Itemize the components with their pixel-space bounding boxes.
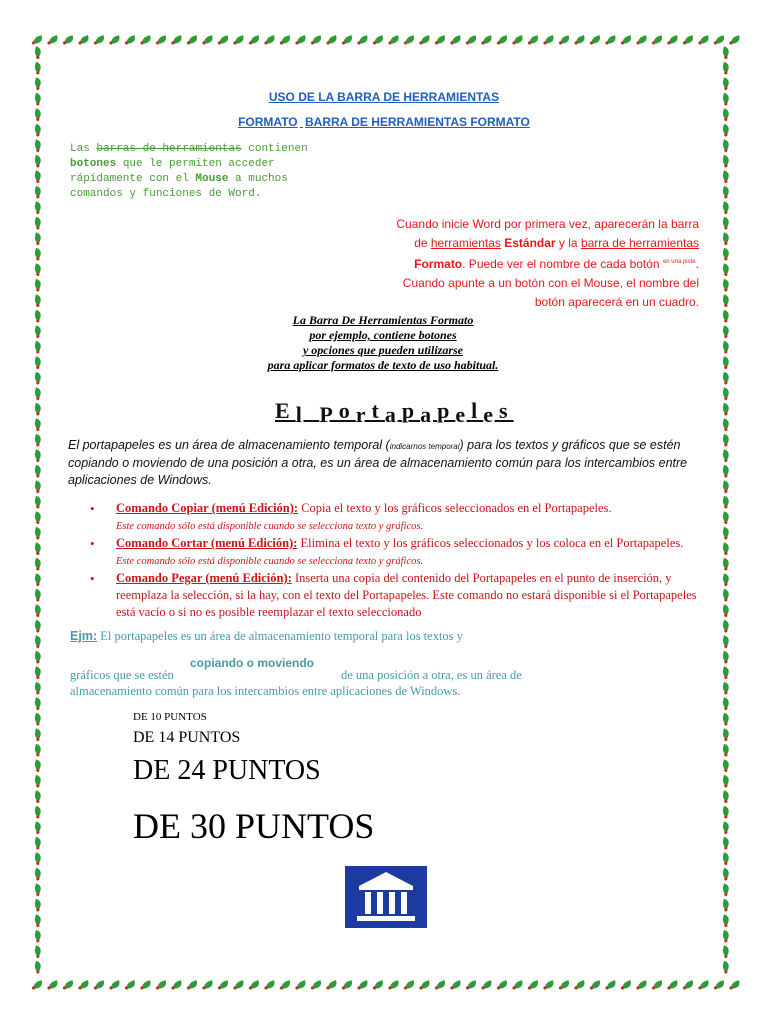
example-line2a: gráficos que se estén <box>70 668 174 682</box>
holly-leaf-icon <box>620 33 633 47</box>
holly-leaf-icon <box>33 603 44 617</box>
command-text: Inserta una copia del contenido del Portapapeles en el punto de inserción, y reemplaza la selección, si la hay, con el texto del Portapapeles. Este comando no estará disponible si el Portapapeles está vacío o si no es posible reemplazar el texto seleccionado <box>116 571 697 619</box>
holly-leaf-icon <box>140 978 153 992</box>
holly-leaf-icon <box>33 619 44 633</box>
example-copiando: copiando o moviendo <box>190 656 315 670</box>
holly-leaf-icon <box>47 33 60 47</box>
holly-leaf-icon <box>33 154 44 168</box>
size-sample-10: DE 10 PUNTOS <box>133 711 207 723</box>
italic-line: para aplicar formatos de texto de uso habitual. <box>267 358 499 372</box>
holly-leaf-icon <box>721 929 732 943</box>
holly-leaf-icon <box>589 978 602 992</box>
italic-line: y opciones que pueden utilizarse <box>302 343 463 357</box>
holly-leaf-icon <box>33 448 44 462</box>
holly-leaf-icon <box>33 681 44 695</box>
holly-leaf-icon <box>33 665 44 679</box>
holly-leaf-icon <box>33 216 44 230</box>
red-text: . Puede ver el nombre de cada botón <box>462 257 663 271</box>
holly-leaf-icon <box>341 978 354 992</box>
holly-leaf-icon <box>357 978 370 992</box>
holly-leaf-icon <box>33 588 44 602</box>
holly-leaf-icon <box>721 371 732 385</box>
holly-leaf-icon <box>527 978 540 992</box>
holly-leaf-icon <box>372 33 385 47</box>
holly-leaf-icon <box>326 33 339 47</box>
holly-leaf-icon <box>124 33 137 47</box>
holly-leaf-icon <box>721 464 732 478</box>
intro-text: se estén copiando o moviendo de una posición a otra, es un área de almacenamiento común para los intercambios entre aplicaciones de Windows. <box>68 438 688 487</box>
holly-leaf-icon <box>721 417 732 431</box>
holly-leaf-icon <box>721 309 732 323</box>
holly-leaf-icon <box>326 978 339 992</box>
holly-leaf-icon <box>721 200 732 214</box>
holly-leaf-icon <box>93 978 106 992</box>
holly-leaf-icon <box>481 33 494 47</box>
title-letter: E <box>275 398 296 423</box>
red-paragraph <box>385 215 699 312</box>
holly-leaf-icon <box>33 293 44 307</box>
holly-leaf-icon <box>721 960 732 974</box>
holly-leaf-icon <box>33 836 44 850</box>
holly-leaf-icon <box>651 978 664 992</box>
holly-leaf-icon <box>33 464 44 478</box>
holly-leaf-icon <box>589 33 602 47</box>
example-line1 <box>70 628 704 645</box>
holly-leaf-icon <box>33 851 44 865</box>
holly-leaf-icon <box>357 33 370 47</box>
holly-leaf-icon <box>33 247 44 261</box>
holly-leaf-icon <box>434 978 447 992</box>
italic-line: La Barra De Herramientas Formato <box>292 313 474 327</box>
holly-leaf-icon <box>33 696 44 710</box>
holly-leaf-icon <box>543 978 556 992</box>
holly-leaf-icon <box>721 913 732 927</box>
holly-leaf-icon <box>33 805 44 819</box>
holly-leaf-icon <box>721 216 732 230</box>
holly-leaf-icon <box>31 978 44 992</box>
holly-leaf-icon <box>233 33 246 47</box>
title-letter: e <box>455 402 472 427</box>
holly-leaf-icon <box>310 33 323 47</box>
holly-leaf-icon <box>295 978 308 992</box>
mono-bold-text: Mouse <box>195 173 229 185</box>
mono-bold-text: botones <box>70 158 117 170</box>
holly-leaf-icon <box>667 33 680 47</box>
holly-leaf-icon <box>543 33 556 47</box>
holly-leaf-icon <box>636 33 649 47</box>
holly-leaf-icon <box>721 448 732 462</box>
bullet-icon: • <box>90 571 95 586</box>
command-note: Este comando sólo está disponible cuando se selecciona texto y gráficos. <box>116 556 424 567</box>
holly-leaf-icon <box>33 402 44 416</box>
holly-leaf-icon <box>574 978 587 992</box>
holly-leaf-icon <box>729 33 742 47</box>
holly-leaf-icon <box>636 978 649 992</box>
holly-leaf-icon <box>33 820 44 834</box>
holly-leaf-icon <box>310 978 323 992</box>
holly-leaf-icon <box>721 557 732 571</box>
holly-leaf-icon <box>419 33 432 47</box>
holly-leaf-icon <box>682 978 695 992</box>
title-letter: p <box>437 398 456 423</box>
holly-leaf-icon <box>558 33 571 47</box>
mono-strike-text: barras de herramientas <box>96 143 242 155</box>
holly-leaf-icon <box>721 169 732 183</box>
holly-leaf-icon <box>33 340 44 354</box>
holly-leaf-icon <box>721 185 732 199</box>
title-letter: a <box>384 402 402 427</box>
holly-leaf-icon <box>93 33 106 47</box>
italic-block <box>230 313 536 373</box>
holly-leaf-icon <box>713 33 726 47</box>
holly-leaf-icon <box>721 495 732 509</box>
title-letter: p <box>401 398 421 423</box>
red-bold-text: Estándar <box>500 236 556 250</box>
holly-leaf-icon <box>33 185 44 199</box>
title-letter: l <box>295 402 308 427</box>
holly-leaf-icon <box>31 33 44 47</box>
holly-leaf-icon <box>721 789 732 803</box>
intro-text: ) para los textos y gráficos que <box>459 438 630 452</box>
mono-text: que le permiten acceder <box>116 158 275 170</box>
red-text: y la <box>555 236 581 250</box>
holly-leaf-icon <box>186 33 199 47</box>
holly-leaf-icon <box>279 978 292 992</box>
title-barra-formato: BARRA DE HERRAMIENTAS FORMATO <box>305 115 530 129</box>
mono-paragraph <box>70 142 370 202</box>
title-letter: l <box>471 398 484 423</box>
title-letter: t <box>371 398 385 423</box>
document-title-line2 <box>0 115 768 129</box>
holly-leaf-icon <box>33 541 44 555</box>
red-bold-text: Formato <box>414 257 463 271</box>
holly-leaf-icon <box>248 978 261 992</box>
holly-leaf-icon <box>33 169 44 183</box>
holly-leaf-icon <box>33 572 44 586</box>
holly-leaf-icon <box>682 33 695 47</box>
holly-leaf-icon <box>33 789 44 803</box>
holly-leaf-icon <box>620 978 633 992</box>
holly-leaf-icon <box>33 526 44 540</box>
italic-line: por ejemplo, contiene botones <box>309 328 457 342</box>
holly-leaf-icon <box>721 262 732 276</box>
holly-leaf-icon <box>481 978 494 992</box>
holly-leaf-icon <box>721 774 732 788</box>
example-text: El portapapeles es un área de almacenamiento temporal para los textos y <box>97 629 463 643</box>
holly-leaf-icon <box>33 417 44 431</box>
portapapeles-title <box>275 398 514 427</box>
red-underlined-text: herramientas <box>430 236 501 250</box>
holly-leaf-icon <box>698 978 711 992</box>
holly-leaf-icon <box>403 33 416 47</box>
holly-leaf-icon <box>388 33 401 47</box>
list-item <box>90 570 702 621</box>
example-line2b: de una posición a otra, es un área de <box>341 668 522 682</box>
holly-leaf-icon <box>279 33 292 47</box>
building-columns-icon <box>345 866 427 928</box>
size-sample-30: DE 30 PUNTOS <box>133 806 375 846</box>
holly-leaf-icon <box>667 978 680 992</box>
title-formato: FORMATO <box>238 115 298 129</box>
holly-leaf-icon <box>605 978 618 992</box>
holly-leaf-icon <box>33 231 44 245</box>
holly-leaf-icon <box>33 712 44 726</box>
holly-leaf-icon <box>33 557 44 571</box>
holly-leaf-icon <box>248 33 261 47</box>
red-text: Cuando inicie Word por primera vez, aparecerán la barra de <box>396 217 699 250</box>
holly-leaf-icon <box>62 33 75 47</box>
holly-leaf-icon <box>721 758 732 772</box>
holly-leaf-icon <box>651 33 664 47</box>
holly-leaf-icon <box>721 324 732 338</box>
holly-leaf-icon <box>721 712 732 726</box>
red-superscript: en una piste <box>662 259 696 265</box>
holly-leaf-icon <box>721 510 732 524</box>
holly-leaf-icon <box>721 867 732 881</box>
holly-leaf-icon <box>713 978 726 992</box>
holly-leaf-icon <box>33 309 44 323</box>
holly-leaf-icon <box>33 45 44 59</box>
holly-leaf-icon <box>721 681 732 695</box>
holly-leaf-icon <box>33 727 44 741</box>
title-letter: r <box>355 402 372 427</box>
holly-leaf-icon <box>721 696 732 710</box>
holly-leaf-icon <box>155 978 168 992</box>
holly-leaf-icon <box>721 433 732 447</box>
holly-leaf-icon <box>33 262 44 276</box>
title-letter: P <box>319 402 339 427</box>
holly-leaf-icon <box>721 743 732 757</box>
holly-leaf-icon <box>527 33 540 47</box>
holly-leaf-icon <box>33 867 44 881</box>
holly-leaf-icon <box>264 978 277 992</box>
holly-leaf-icon <box>574 33 587 47</box>
mono-text: rápidamente con el <box>70 173 196 185</box>
command-name: Comando Pegar (menú Edición): <box>116 571 292 585</box>
holly-leaf-icon <box>496 978 509 992</box>
title-letter <box>308 398 320 423</box>
holly-leaf-icon <box>721 231 732 245</box>
holly-leaf-icon <box>33 495 44 509</box>
holly-leaf-icon <box>721 619 732 633</box>
holly-leaf-icon <box>721 898 732 912</box>
holly-leaf-icon <box>33 743 44 757</box>
holly-leaf-icon <box>434 33 447 47</box>
red-text: . Cuando apunte a un botón con el Mouse, el nombre del botón aparecerá en un cuadro. <box>402 257 699 309</box>
holly-leaf-icon <box>721 479 732 493</box>
intro-small-text: indicarnos temporal <box>389 442 460 451</box>
holly-leaf-icon <box>217 33 230 47</box>
size-sample-14: DE 14 PUNTOS <box>133 729 241 746</box>
holly-leaf-icon <box>171 978 184 992</box>
holly-leaf-icon <box>721 45 732 59</box>
holly-leaf-icon <box>512 978 525 992</box>
holly-leaf-icon <box>512 33 525 47</box>
holly-leaf-icon <box>202 978 215 992</box>
holly-leaf-icon <box>33 960 44 974</box>
holly-leaf-icon <box>721 882 732 896</box>
holly-leaf-icon <box>465 33 478 47</box>
holly-leaf-icon <box>33 355 44 369</box>
red-underlined-text: barra de herramientas <box>580 236 699 250</box>
holly-leaf-icon <box>721 526 732 540</box>
holly-leaf-icon <box>372 978 385 992</box>
mono-text: Las <box>70 143 90 155</box>
list-item <box>90 500 702 535</box>
command-text: Copia el texto y los gráficos seleccionados en el Portapapeles. <box>298 501 612 515</box>
holly-leaf-icon <box>33 76 44 90</box>
example-line3: almacenamiento común para los intercambios entre aplicaciones de Windows. <box>70 684 461 698</box>
holly-leaf-icon <box>721 76 732 90</box>
holly-leaf-icon <box>33 200 44 214</box>
holly-leaf-icon <box>721 944 732 958</box>
holly-leaf-icon <box>233 978 246 992</box>
mono-text: comandos y funciones de Word. <box>70 188 262 200</box>
bullet-icon: • <box>90 536 95 551</box>
holly-leaf-icon <box>721 138 732 152</box>
holly-leaf-icon <box>721 572 732 586</box>
size-sample-24: DE 24 PUNTOS <box>133 755 321 786</box>
holly-leaf-icon <box>33 898 44 912</box>
holly-leaf-icon <box>721 805 732 819</box>
holly-leaf-icon <box>558 978 571 992</box>
holly-leaf-icon <box>33 774 44 788</box>
holly-leaf-icon <box>496 33 509 47</box>
holly-leaf-icon <box>605 33 618 47</box>
holly-leaf-icon <box>721 293 732 307</box>
holly-leaf-icon <box>721 820 732 834</box>
holly-leaf-icon <box>721 386 732 400</box>
holly-leaf-icon <box>729 978 742 992</box>
holly-leaf-icon <box>721 402 732 416</box>
holly-leaf-icon <box>721 340 732 354</box>
holly-leaf-icon <box>721 851 732 865</box>
holly-leaf-icon <box>721 154 732 168</box>
mono-text: a muchos <box>228 173 288 185</box>
holly-leaf-icon <box>721 650 732 664</box>
holly-leaf-icon <box>388 978 401 992</box>
holly-leaf-icon <box>186 978 199 992</box>
holly-leaf-icon <box>202 33 215 47</box>
bullet-icon: • <box>90 501 95 516</box>
holly-leaf-icon <box>33 433 44 447</box>
holly-leaf-icon <box>171 33 184 47</box>
holly-leaf-icon <box>33 324 44 338</box>
holly-leaf-icon <box>217 978 230 992</box>
holly-leaf-icon <box>33 913 44 927</box>
command-name: Comando Copiar (menú Edición): <box>116 501 299 515</box>
holly-leaf-icon <box>403 978 416 992</box>
holly-leaf-icon <box>721 588 732 602</box>
holly-leaf-icon <box>140 33 153 47</box>
holly-leaf-icon <box>109 33 122 47</box>
holly-leaf-icon <box>721 603 732 617</box>
holly-leaf-icon <box>33 650 44 664</box>
holly-leaf-icon <box>62 978 75 992</box>
holly-leaf-icon <box>33 510 44 524</box>
holly-leaf-icon <box>33 386 44 400</box>
holly-leaf-icon <box>295 33 308 47</box>
holly-leaf-icon <box>698 33 711 47</box>
list-item <box>90 535 702 570</box>
title-letter: o <box>338 398 356 423</box>
holly-leaf-icon <box>33 929 44 943</box>
holly-leaf-icon <box>465 978 478 992</box>
title-letter: a <box>420 402 438 427</box>
holly-leaf-icon <box>341 33 354 47</box>
holly-leaf-icon <box>33 882 44 896</box>
holly-leaf-icon <box>721 541 732 555</box>
example-label: Ejm: <box>70 629 98 643</box>
holly-leaf-icon <box>419 978 432 992</box>
mono-text: contienen <box>241 143 308 155</box>
holly-leaf-icon <box>721 634 732 648</box>
holly-leaf-icon <box>78 33 91 47</box>
holly-leaf-icon <box>33 634 44 648</box>
holly-leaf-icon <box>450 978 463 992</box>
holly-leaf-icon <box>721 247 732 261</box>
holly-leaf-icon <box>47 978 60 992</box>
holly-leaf-icon <box>33 278 44 292</box>
title-letter: e <box>483 402 500 427</box>
intro-paragraph <box>68 437 702 489</box>
holly-leaf-icon <box>33 479 44 493</box>
holly-leaf-icon <box>721 278 732 292</box>
holly-leaf-icon <box>33 61 44 75</box>
holly-leaf-icon <box>33 758 44 772</box>
command-list <box>90 500 702 621</box>
command-name: Comando Cortar (menú Edición): <box>116 536 298 550</box>
holly-leaf-icon <box>721 61 732 75</box>
command-text: Elimina el texto y los gráficos seleccionados y los coloca en el Portapapeles. <box>297 536 684 550</box>
command-note: Este comando sólo está disponible cuando se selecciona texto y gráficos. <box>116 521 424 532</box>
holly-leaf-icon <box>155 33 168 47</box>
holly-leaf-icon <box>721 355 732 369</box>
holly-leaf-icon <box>721 836 732 850</box>
document-title-line1: USO DE LA BARRA DE HERRAMIENTAS <box>268 90 500 104</box>
holly-leaf-icon <box>109 978 122 992</box>
holly-leaf-icon <box>264 33 277 47</box>
intro-text: El portapapeles es un área de almacenamiento temporal ( <box>68 438 390 452</box>
holly-leaf-icon <box>721 665 732 679</box>
holly-leaf-icon <box>33 944 44 958</box>
holly-leaf-icon <box>721 727 732 741</box>
holly-leaf-icon <box>450 33 463 47</box>
holly-leaf-icon <box>33 138 44 152</box>
holly-leaf-icon <box>124 978 137 992</box>
holly-leaf-icon <box>33 371 44 385</box>
title-letter: s <box>499 398 514 423</box>
holly-leaf-icon <box>78 978 91 992</box>
